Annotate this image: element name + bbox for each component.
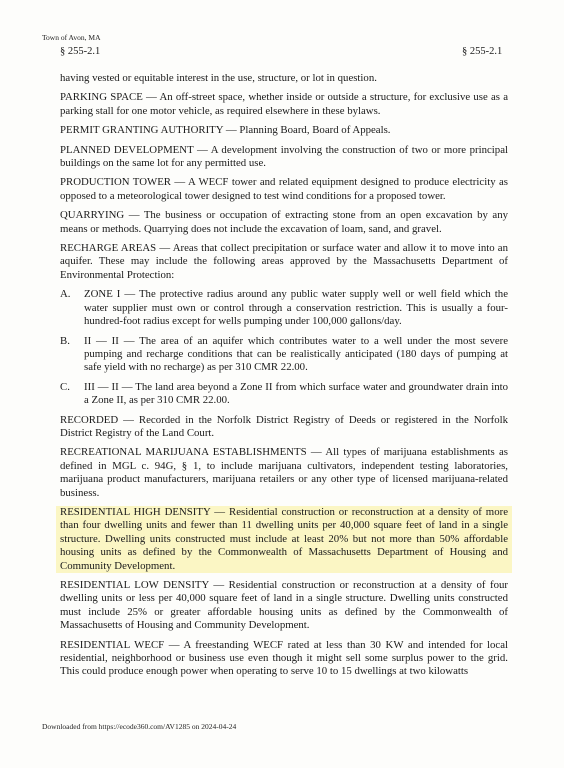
paragraph-continuation: having vested or equitable interest in the use, structure, or lot in question. bbox=[60, 72, 377, 84]
section-number-left: § 255-2.1 bbox=[60, 46, 101, 57]
item-label: B. bbox=[60, 334, 70, 347]
municipality-name: Town of Avon, MA bbox=[42, 33, 101, 42]
definition-parking-space: PARKING SPACE — An off-street space, whether inside or outside a structure, for exclusive use as a parking stall for one motor vehicle, as required elsewhere in these bylaws. bbox=[60, 91, 508, 117]
definition-planned-development: PLANNED DEVELOPMENT — A development involving the construction of two or more principal buildings on the same lot for any permitted use. bbox=[60, 143, 508, 170]
definition-residential-wecf: RESIDENTIAL WECF — A freestanding WECF rated at less than 30 KW and intended for local residential, neighborhood or business use even though it might sell some surplus power to the grid. This could produce enough power when operating to serve 10 to 15 dwellings at two kilowatts bbox=[60, 638, 508, 678]
section-number-right: § 255-2.1 bbox=[462, 46, 503, 57]
item-text: ZONE I — The protective radius around any public water supply well or well field which the water supplier must own or control through a conservation restriction. This is usually a four-hundred-foot radius except for wells pumping under 100,000 gallons/day. bbox=[84, 288, 508, 328]
definition-production-tower: PRODUCTION TOWER — A WECF tower and related equipment designed to produce electricity as opposed to a meteorological tower designed to test wind conditions for a proposed tower. bbox=[60, 176, 508, 202]
definition-recorded: RECORDED — Recorded in the Norfolk District Registry of Deeds or registered in the Norfolk District Registry of the Land Court. bbox=[60, 413, 508, 439]
definition-residential-high-density-highlighted: RESIDENTIAL HIGH DENSITY — Residential construction or reconstruction at a density of more than four dwelling units and fewer than 11 dwelling units per 40,000 square feet of land in a single structure. Dwelling units constructed must include at least 20% but not more than 50% affordable housing units as defined by the Commonwealth of Massachusetts Department of Housing and Community Development. bbox=[56, 506, 512, 573]
definition-recharge-areas: RECHARGE AREAS — Areas that collect precipitation or surface water and allow it to move into an aquifer. These may include the following areas approved by the Massachusetts Department of Environmental Protection: bbox=[60, 242, 508, 281]
definition-quarrying: QUARRYING — The business or occupation of extracting stone from an open excavation by any means or methods. Quarrying does not include the excavation of loam, sand, and gravel. bbox=[60, 209, 508, 235]
item-text: II — II — The area of an aquifer which contributes water to a well under the most severe pumping and recharge conditions that can be realistically anticipated (180 days of pumping at safe yield with no recharge) as per 310 CMR 22.00. bbox=[84, 334, 508, 374]
recharge-item-b bbox=[60, 335, 508, 375]
download-footer: Downloaded from https://ecode360.com/AV1285 on 2024-04-24 bbox=[42, 722, 237, 731]
item-label: A. bbox=[60, 288, 71, 301]
item-text: III — II — The land area beyond a Zone II from which surface water and groundwater drain into a Zone II, as per 310 CMR 22.00. bbox=[84, 380, 508, 407]
definition-recreational-marijuana: RECREATIONAL MARIJUANA ESTABLISHMENTS — All types of marijuana establishments as defined in MGL c. 94G, § 1, to include marijuana cultivators, independent testing laboratories, marijuana product manufacturers, marijuana retailers or any other type of licensed marijuana-related business. bbox=[60, 446, 508, 499]
definitions-body bbox=[60, 72, 508, 685]
item-label: C. bbox=[60, 380, 70, 393]
recharge-item-c bbox=[60, 381, 508, 408]
recharge-item-a bbox=[60, 288, 508, 328]
definition-permit-granting-authority: PERMIT GRANTING AUTHORITY — Planning Board, Board of Appeals. bbox=[60, 124, 391, 137]
definition-residential-low-density: RESIDENTIAL LOW DENSITY — Residential construction or reconstruction at a density of four dwelling units or less per 40,000 square feet of land in a single structure. Dwelling units constructed must include 25% or greater affordable housing units as defined by the Commonwealth of Massachusetts of Housing and Community Development. bbox=[60, 579, 508, 632]
